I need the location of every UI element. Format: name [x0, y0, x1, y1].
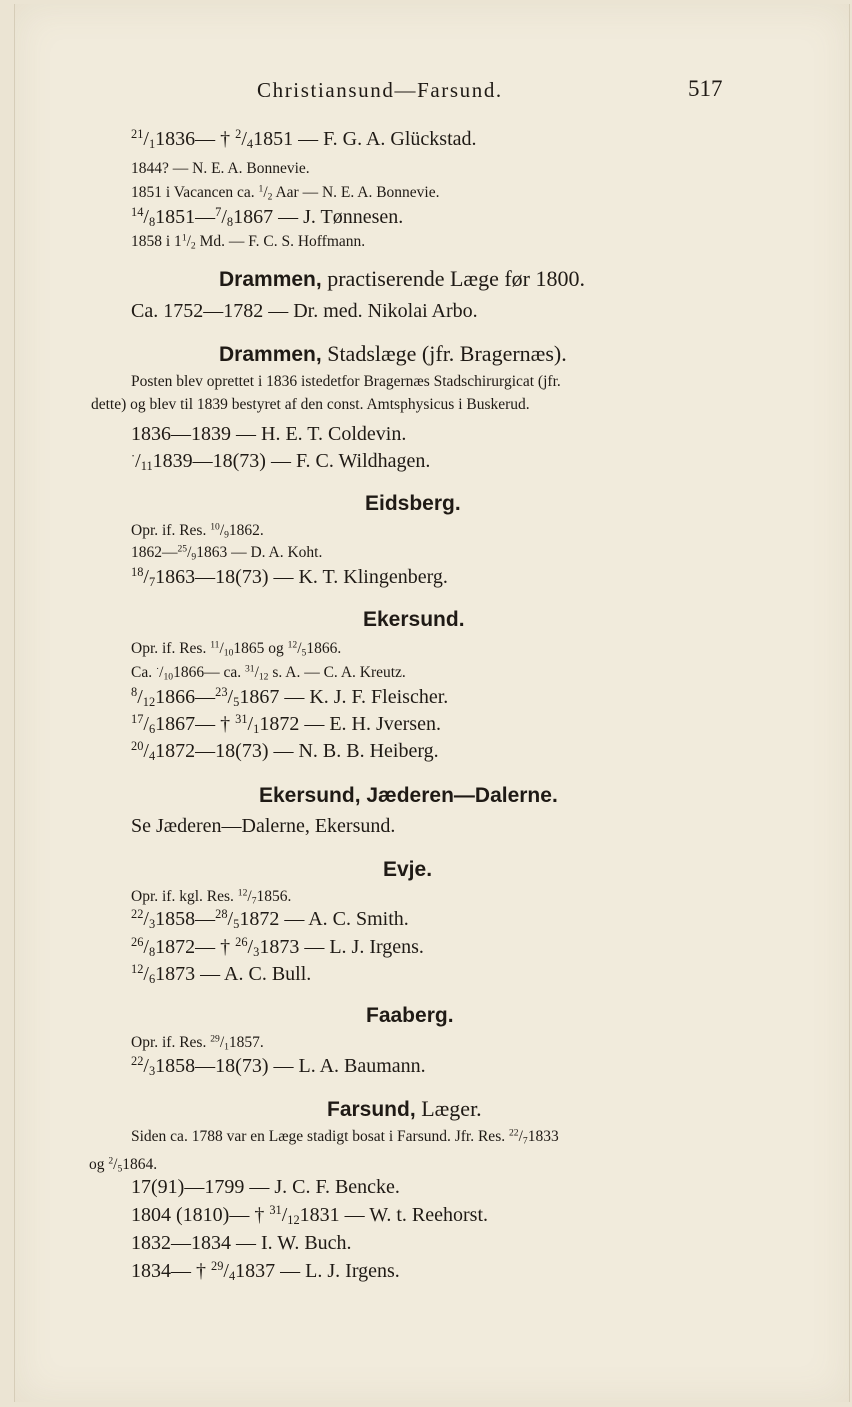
text-segment: /: [247, 936, 254, 958]
text-segment: 1834— †: [131, 1260, 211, 1282]
entry-line: [131, 373, 561, 391]
text-segment: 1837 — L. J. Irgens.: [235, 1260, 400, 1282]
running-title: Christiansund—Farsund.: [257, 78, 503, 102]
entry-line: [131, 450, 430, 473]
text-segment: /: [219, 1034, 225, 1051]
text-segment: Opr. if. Res.: [131, 1034, 211, 1051]
entry-line: [131, 815, 395, 838]
entry-line: [131, 713, 441, 736]
text-segment: /: [219, 640, 224, 657]
text-segment: 4: [148, 749, 156, 764]
text-segment: 22: [131, 1054, 144, 1069]
text-segment: 9: [191, 551, 197, 563]
text-segment: 12: [131, 962, 144, 977]
text-segment: 17(91)—1799 — J. C. F. Bencke.: [131, 1176, 400, 1198]
section-heading: [219, 341, 567, 367]
entry-line: [131, 888, 291, 906]
text-segment: Posten blev oprettet i 1836 istedetfor Bragernæs Stadschirurgicat (jfr.: [131, 373, 561, 390]
heading-place-name: Ekersund.: [363, 608, 465, 631]
text-segment: 1: [148, 137, 156, 152]
text-segment: 3: [148, 917, 156, 932]
text-segment: 1865 og: [233, 640, 288, 657]
text-segment: 12: [258, 671, 269, 683]
section-heading: [219, 266, 585, 292]
entry-line: [131, 206, 403, 229]
text-segment: 1862—: [131, 544, 178, 561]
entry-line: [131, 1176, 400, 1199]
text-segment: 12: [287, 1213, 300, 1228]
text-segment: /: [113, 1156, 118, 1173]
text-segment: /: [143, 128, 149, 150]
text-segment: /: [241, 128, 247, 150]
text-segment: 20: [131, 739, 144, 754]
text-segment: 1872 — A. C. Smith.: [239, 908, 409, 930]
text-segment: 29: [210, 1033, 220, 1045]
text-segment: 1867 — K. J. F. Fleischer.: [239, 686, 449, 708]
text-segment: 14: [131, 205, 144, 220]
text-segment: 31: [269, 1203, 282, 1218]
text-segment: /: [143, 566, 149, 588]
entry-line: [131, 128, 477, 151]
text-segment: 8: [148, 945, 156, 960]
text-segment: /: [143, 963, 149, 985]
heading-place-name: Evje.: [383, 858, 433, 881]
text-segment: 28: [215, 907, 228, 922]
text-segment: 7: [215, 205, 222, 220]
text-segment: 26: [131, 935, 144, 950]
text-segment: /: [227, 686, 234, 708]
text-segment: /: [247, 888, 252, 905]
text-segment: /: [143, 740, 149, 762]
text-segment: /: [143, 908, 149, 930]
section-heading: [363, 606, 465, 632]
text-segment: 22: [508, 1127, 519, 1139]
text-segment: /: [137, 686, 143, 708]
entry-line: [131, 936, 424, 959]
text-segment: /: [518, 1128, 523, 1145]
section-heading: [383, 856, 432, 882]
entry-line: [131, 686, 448, 709]
entry-line: [131, 544, 322, 562]
text-segment: 23: [215, 685, 228, 700]
heading-place-name: Faaberg.: [366, 1004, 454, 1027]
entry-line: [131, 184, 440, 202]
entry-line: [131, 1260, 400, 1283]
text-segment: 4: [228, 1269, 236, 1284]
text-segment: 1858—18(73) — L. A. Baumann.: [155, 1055, 426, 1077]
text-segment: 2: [267, 191, 273, 203]
entry-line: [89, 1156, 157, 1174]
text-segment: 31: [244, 663, 255, 675]
text-segment: 10: [163, 671, 174, 683]
text-segment: 5: [233, 695, 240, 710]
text-segment: 3: [148, 1064, 156, 1079]
text-segment: 4: [246, 137, 254, 152]
text-segment: 1851—: [155, 206, 216, 228]
text-segment: 5: [117, 1163, 123, 1175]
text-segment: 8: [148, 215, 156, 230]
text-segment: 1831 — W. t. Reehorst.: [299, 1204, 489, 1226]
entry-line: [131, 664, 406, 682]
text-segment: 2: [108, 1155, 114, 1167]
text-segment: 1862.: [228, 522, 264, 539]
text-segment: 2: [235, 127, 242, 142]
text-segment: 1804 (1810)— †: [131, 1204, 270, 1226]
section-heading: [327, 1096, 482, 1122]
text-segment: /: [247, 713, 254, 735]
text-segment: Opr. if. kgl. Res.: [131, 888, 238, 905]
text-segment: Ca.: [131, 664, 156, 681]
text-segment: /: [143, 206, 149, 228]
heading-subtitle: Stadslæge (jfr. Bragernæs).: [321, 341, 567, 366]
heading-place-name: Drammen,: [219, 268, 322, 291]
entry-line: [131, 233, 365, 251]
text-segment: /: [227, 908, 234, 930]
text-segment: 1839—18(73) — F. C. Wildhagen.: [152, 450, 431, 472]
text-segment: 1863 — D. A. Koht.: [196, 544, 323, 561]
entry-line: [131, 566, 448, 589]
text-segment: 31: [235, 712, 248, 727]
text-segment: 11: [140, 459, 153, 474]
text-segment: Siden ca. 1788 var en Læge stadigt bosat i Farsund. Jfr. Res.: [131, 1128, 509, 1145]
text-segment: /: [187, 544, 192, 561]
section-heading: [365, 490, 461, 516]
text-segment: 1832—1834 — I. W. Buch.: [131, 1232, 352, 1254]
text-segment: 17: [131, 712, 144, 727]
text-segment: Aar — N. E. A. Bonnevie.: [272, 184, 440, 201]
text-segment: 11: [210, 639, 220, 651]
entry-line: [131, 423, 406, 446]
text-segment: Md. — F. C. S. Hoffmann.: [195, 233, 366, 250]
text-segment: 1844? — N. E. A. Bonnevie.: [131, 160, 310, 177]
text-segment: 1866—: [155, 686, 216, 708]
text-segment: 7: [522, 1135, 528, 1147]
entry-line: [131, 522, 264, 540]
text-segment: 6: [148, 722, 156, 737]
section-heading: [259, 782, 558, 808]
text-segment: 10: [210, 521, 220, 533]
entry-line: [131, 1204, 488, 1227]
text-segment: /: [223, 1260, 229, 1282]
text-segment: 1: [181, 232, 187, 244]
heading-place-name: Drammen,: [219, 343, 322, 366]
text-segment: 5: [301, 647, 307, 659]
entry-line: [131, 160, 310, 178]
text-segment: 7: [251, 895, 257, 907]
text-segment: 26: [235, 935, 248, 950]
text-segment: 6: [148, 972, 156, 987]
text-segment: 1836—1839 — H. E. T. Coldevin.: [131, 423, 407, 445]
text-segment: 1863—18(73) — K. T. Klingenberg.: [155, 566, 448, 588]
text-segment: /: [159, 664, 164, 681]
text-segment: /: [254, 664, 259, 681]
page-number: 517: [688, 76, 723, 101]
text-segment: /: [186, 233, 191, 250]
heading-subtitle: practiserende Læge før 1800.: [321, 266, 585, 291]
text-segment: /: [221, 206, 227, 228]
text-segment: 1867 — J. Tønnesen.: [233, 206, 404, 228]
text-segment: 12: [287, 639, 298, 651]
text-segment: 3: [253, 945, 260, 960]
entry-line: [131, 300, 478, 323]
heading-place-name: Ekersund, Jæderen—Dalerne.: [259, 784, 558, 807]
text-segment: 1872 — E. H. Jversen.: [259, 713, 441, 735]
text-segment: 1858 i 1: [131, 233, 182, 250]
text-segment: 1866.: [306, 640, 342, 657]
text-segment: 12: [237, 887, 248, 899]
text-segment: 10: [223, 647, 234, 659]
text-segment: 25: [177, 543, 188, 555]
text-segment: 1872—18(73) — N. B. B. Heiberg.: [155, 740, 439, 762]
entry-line: [131, 1232, 352, 1255]
text-segment: 1872— †: [155, 936, 236, 958]
text-segment: /: [263, 184, 268, 201]
text-segment: 1873 — L. J. Irgens.: [259, 936, 424, 958]
entry-line: [131, 963, 311, 986]
text-segment: 8: [226, 215, 234, 230]
text-segment: 1866— ca.: [173, 664, 245, 681]
text-segment: 1: [258, 183, 264, 195]
text-segment: 1836— †: [155, 128, 236, 150]
text-segment: 1864.: [122, 1156, 158, 1173]
text-segment: 1867— †: [155, 713, 236, 735]
text-segment: 1833: [527, 1128, 559, 1145]
text-segment: s. A. — C. A. Kreutz.: [268, 664, 406, 681]
text-segment: 1851 — F. G. A. Glückstad.: [253, 128, 477, 150]
text-segment: Ca. 1752—1782 — Dr. med. Nikolai Arbo.: [131, 300, 478, 322]
text-segment: /: [219, 522, 225, 539]
text-segment: 21: [131, 127, 144, 142]
heading-place-name: Farsund,: [327, 1098, 416, 1121]
entry-line: [131, 740, 439, 763]
text-segment: 29: [211, 1259, 224, 1274]
heading-place-name: Eidsberg.: [365, 492, 461, 515]
text-segment: Opr. if. Res.: [131, 522, 211, 539]
text-segment: 7: [148, 575, 156, 590]
text-segment: 1857.: [228, 1034, 264, 1051]
text-segment: /: [143, 713, 149, 735]
entry-line: [91, 396, 530, 414]
text-segment: dette) og blev til 1839 bestyret af den const. Amtsphysicus i Buskerud.: [91, 396, 530, 413]
text-segment: 2: [190, 240, 196, 252]
text-segment: Se Jæderen—Dalerne, Ekersund.: [131, 815, 396, 837]
text-segment: /: [143, 936, 149, 958]
text-segment: 1858—: [155, 908, 216, 930]
text-segment: /: [143, 1055, 149, 1077]
text-segment: 1851 i Vacancen ca.: [131, 184, 259, 201]
text-segment: 9: [224, 529, 229, 541]
text-segment: ·: [155, 663, 160, 675]
text-segment: 1: [224, 1041, 229, 1053]
entry-line: [131, 640, 341, 658]
text-segment: ·: [131, 449, 136, 464]
text-segment: 1856.: [256, 888, 292, 905]
heading-subtitle: Læger.: [415, 1096, 482, 1121]
text-segment: 8: [131, 685, 138, 700]
entry-line: [131, 908, 409, 931]
text-segment: 1: [253, 722, 260, 737]
text-segment: /: [297, 640, 302, 657]
text-segment: Opr. if. Res.: [131, 640, 211, 657]
text-segment: 1873 — A. C. Bull.: [155, 963, 312, 985]
entry-line: [131, 1055, 426, 1078]
text-segment: 5: [233, 917, 240, 932]
text-segment: 12: [142, 695, 156, 710]
section-heading: [366, 1002, 454, 1028]
text-segment: og: [89, 1156, 109, 1173]
entry-line: [131, 1034, 264, 1052]
entry-line: [131, 1128, 559, 1146]
text-segment: 18: [131, 565, 144, 580]
text-segment: /: [135, 450, 141, 472]
text-segment: /: [281, 1204, 288, 1226]
text-segment: 22: [131, 907, 144, 922]
